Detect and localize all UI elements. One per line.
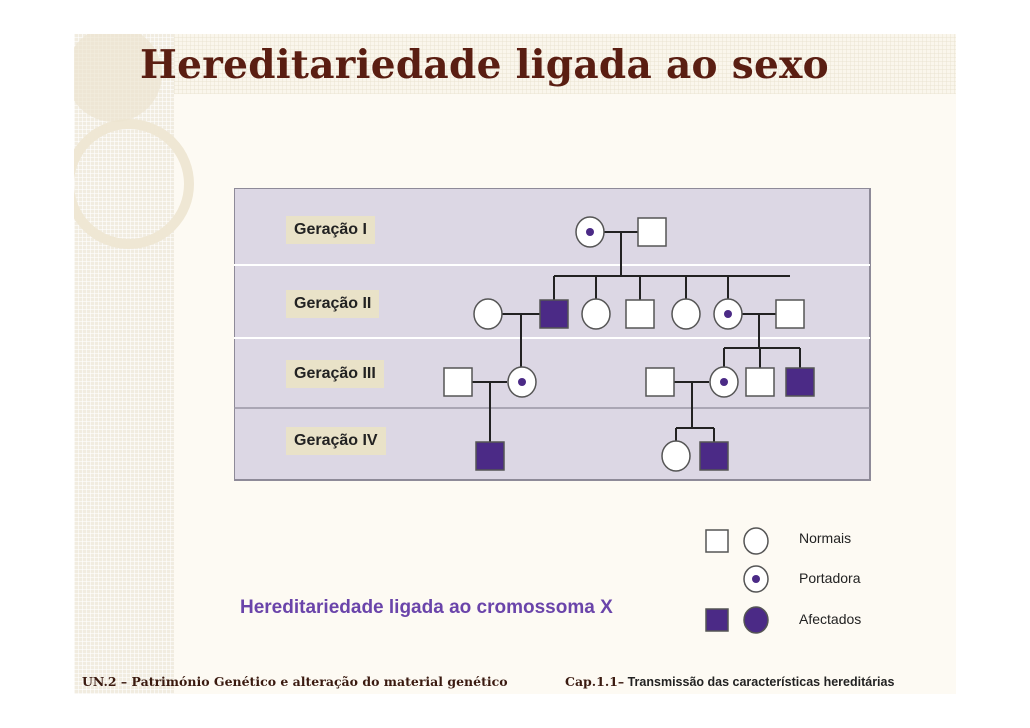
pedigree-female-normal-ii-spouse	[474, 299, 502, 329]
pedigree-female-carrier-ii-5	[714, 299, 742, 329]
pedigree-male-normal-iii-3	[746, 368, 774, 396]
generation-label-iv: Geração IV	[286, 427, 386, 455]
pedigree-male-normal-iii-spouse-1	[444, 368, 472, 396]
legend-female-affected-symbol	[744, 607, 768, 633]
footer-unit: UN.2 – Património Genético e alteração do material genético	[82, 674, 508, 689]
generation-label-ii: Geração II	[286, 290, 379, 318]
legend-affected-label: Afectados	[799, 611, 862, 627]
pedigree-male-normal-ii-5-spouse	[776, 300, 804, 328]
legend-symbols	[700, 524, 780, 634]
generation-label-i: Geração I	[286, 216, 375, 244]
pedigree-male-affected-iv-1	[476, 442, 504, 470]
chart-caption: Hereditariedade ligada ao cromossoma X	[240, 597, 613, 618]
legend-female-normal-symbol	[744, 528, 768, 554]
pedigree-female-normal-iv-2	[662, 441, 690, 471]
footer-chapter	[565, 674, 894, 689]
pedigree-male-normal-i-2	[638, 218, 666, 246]
pedigree-male-affected-iii-4	[786, 368, 814, 396]
legend-normal-label: Normais	[799, 530, 852, 546]
legend-male-affected-symbol	[706, 609, 728, 631]
pedigree-female-normal-ii-4	[672, 299, 700, 329]
pedigree-male-normal-iii-spouse-2	[646, 368, 674, 396]
pedigree-female-carrier-i-1	[576, 217, 604, 247]
pedigree-male-affected-iv-3	[700, 442, 728, 470]
legend-male-normal-symbol	[706, 530, 728, 552]
footer-chapter-title: Transmissão das características hereditárias	[624, 675, 895, 689]
footer-chapter-number: Cap.1.1–	[565, 674, 625, 689]
pedigree-male-normal-ii-3	[626, 300, 654, 328]
pedigree-female-carrier-iii-1	[508, 367, 536, 397]
pedigree-male-affected-ii-1	[540, 300, 568, 328]
generation-label-iii: Geração III	[286, 360, 384, 388]
legend-female-carrier-symbol	[744, 566, 768, 592]
pedigree-female-normal-ii-2	[582, 299, 610, 329]
legend-carrier-label: Portadora	[799, 570, 861, 586]
slide-title: Hereditariedade ligada ao sexo	[140, 42, 829, 88]
pedigree-female-carrier-iii-2	[710, 367, 738, 397]
